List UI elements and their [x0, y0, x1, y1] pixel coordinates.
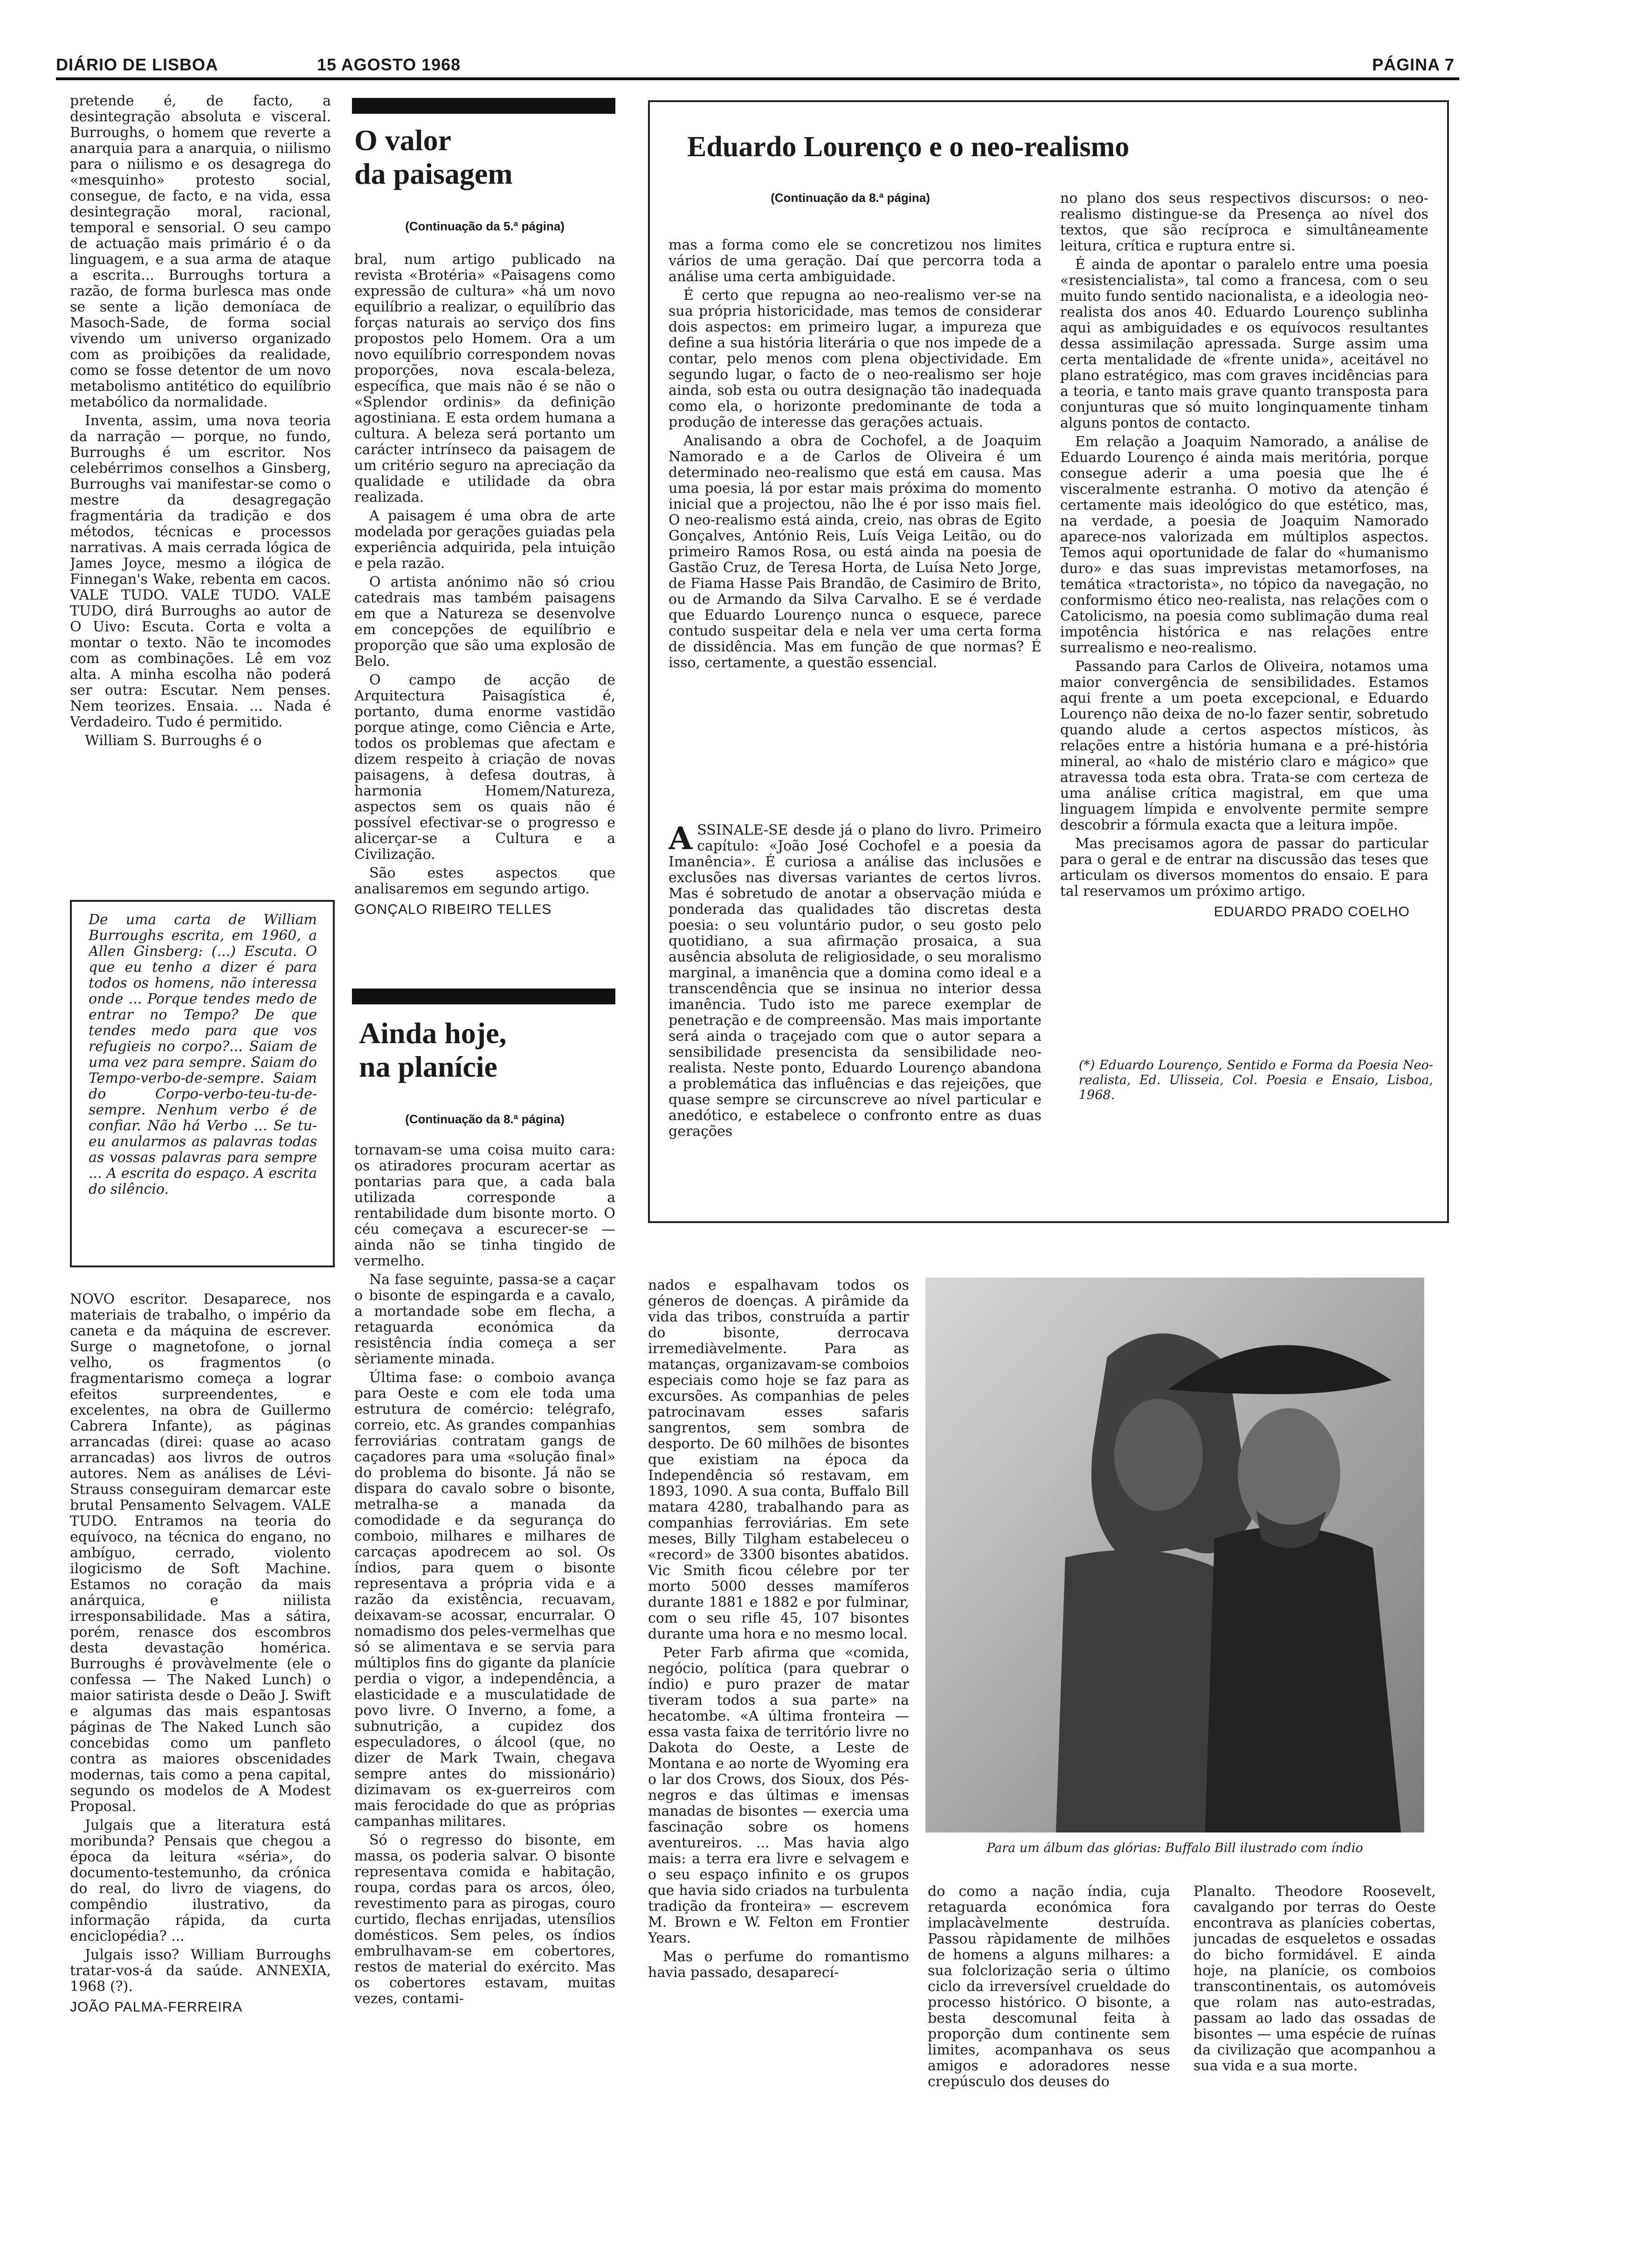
lourenco-signature: EDUARDO PRADO COELHO	[1214, 904, 1410, 920]
lourenco-para: Analisando a obra de Cochofel, a de Joaquim Namorado e a de Carlos de Oliveira é um determinado neo-realismo que está em causa. Mas uma poesia, lá por estar mais próxima do momento inicial que a projectou, não lhe é por isso mais fiel. O neo-realismo está ainda, creio, nas obras de Egito Gonçalves, António Reis, Luís Veiga Leitão, ou do primeiro Ramos Rosa, ou está ainda na poesia de Gastão Cruz, de Teresa Horta, de Luísa Neto Jorge, de Fiama Hasse Pais Brandão, de Casimiro de Brito, ou de Armando da Silva Carvalho. E se é verdade que Eduardo Lourenço nunca o esquece, parece contudo suspeitar dela e nela ver uma certa forma de dissidência. Mas em função de que normas? É isso, certamente, a questão essencial.	[669, 433, 1041, 671]
quote-text: De uma carta de William Burroughs escrita, em 1960, a Allen Ginsberg: (...) Escuta. O que eu tenho a dizer é para todos os homens, não interessa onde ... Porque tendes medo de entrar no Tempo? De que tendes medo para que vos refugieis no corpo?... Saiam de uma vez para sempre. Saiam do Tempo-verbo-de-sempre. Saiam do Corpo-verbo-teu-tu-de-sempre. Nenhum verbo é de confiar. Não há Verbo ... Se tu-eu anularmos as palavras todas as vossas palavras para sempre ... A escrita do espaço. A escrita do silêncio.	[89, 912, 317, 1197]
lourenco-article-box	[648, 100, 1449, 1223]
photo-illustration	[925, 1278, 1424, 1832]
planicie-title-line1: Ainda hoje,	[359, 1016, 507, 1050]
planicie-para: tornavam-se uma coisa muito cara: os atiradores procuram acertar as pontarias para que, a cada bala utilizada corresponde a rentabilidade dum bisonte morto. O céu começava a escurecer-se — ainda não se tinha tingido de vermelho.	[354, 1142, 615, 1269]
lourenco-para	[669, 823, 1041, 1140]
planicie-para: Peter Farb afirma que «comida, negócio, política (para quebrar o índio) e puro prazer de matar tiveram todos a sua parte» na hecatombe. «A última fronteira — essa vasta faixa de território livre no Dakota do Oeste, a Leste de Montana e ao norte de Wyoming era o lar dos Crows, dos Sioux, dos Pés-negros e das últimas e imensas manadas de bisontes — exercia uma fascinação sobre os homens aventureiros. ... Mas havia algo mais: a terra era livre e selvagem e o seu espaço infinito e os grupos que havia sido criados na turbulenta tradição da fronteira» — escrevem M. Brown e W. Felton em Frontier Years.	[648, 1645, 909, 1946]
burroughs-para: Julgais isso? William Burroughs tratar-vos-á da saúde. ANNEXIA, 1968 (?).	[70, 1947, 331, 1995]
lourenco-title: Eduardo Lourenço e o neo-realismo	[687, 131, 1130, 163]
paisagem-title	[354, 124, 615, 191]
lourenco-para: Em relação a Joaquim Namorado, a análise de Eduardo Lourenço é ainda mais meritória, porque consegue aderir a uma poesia que lhe é visceralmente estranha. O motivo da atenção é certamente mais ideológico do que estético, mas, na verdade, a poesia de Joaquim Namorado aparece-nos valorizada em múltiplos aspectos. Temos aqui oportunidade de falar do «humanismo duro» e das suas imprevistas metamorfoses, na temática «tractorista», no tópico da navegação, no conformismo ético neo-realista, nas relações com o Catolicismo, na poesia como sublimação duma real impotência histórica e nas relações entre surrealismo e neo-realismo.	[1060, 434, 1428, 656]
paisagem-signature: GONÇALO RIBEIRO TELLES	[354, 902, 552, 917]
lourenco-para: É certo que repugna ao neo-realismo ver-se na sua própria historicidade, mas temos de considerar dois aspectos: em primeiro lugar, a impureza que define a sua história literária o que nos impede de a contar, pelo menos com plena objectividade. Em segundo lugar, o facto de o neo-realismo ser hoje ainda, sob esta ou outra designação tão inadequada como ela, o horizonte predominante de toda a produção de interesse das gerações actuais.	[669, 287, 1041, 430]
paisagem-para: A paisagem é uma obra de arte modelada por gerações guiadas pela experiência adquirida, pela intuição e pela razão.	[354, 508, 615, 572]
buffalo-bill-photo	[925, 1278, 1424, 1832]
paisagem-continuation: (Continuação da 5.ª página)	[405, 219, 565, 233]
planicie-para: Planalto. Theodore Roosevelt, cavalgando por terras do Oeste encontrava as planícies cobertas, juncadas de esqueletos e ossadas do bicho formidável. E ainda hoje, na planície, os comboios transcontinentais, os automóveis que rolam nas auto-estradas, passam ao lado das ossadas de bisontes — uma espécie de ruínas da civilização que acompanhou a sua vida e a sua morte.	[1193, 1884, 1436, 2074]
page-number: PÁGINA 7	[1372, 55, 1455, 74]
planicie-para: Última fase: o comboio avança para Oeste e com ele toda uma estrutura de comércio: telégrafo, correio, etc. As grandes companhias ferroviárias contratam gangs de caçadores para uma «solução final» do problema do bisonte. Já não se dispara do cavalo sobre o bisonte, metralha-se a manada da comodidade e da segurança do comboio, milhares e milhares de carcaças apodrecem ao sol. Os índios, para quem o bisonte representava a própria vida e a razão da existência, recuavam, deixavam-se acossar, encurralar. O nomadismo dos peles-vermelhas que só se alimentava e se servia para múltiplos fins do gigante da planície perdia o vigor, a independência, a elasticidade e a musculatidade de povo livre. O Inverno, a fome, a subnutrição, a cupidez dos especuladores, o álcool (que, no dizer de Mark Twain, chegava sempre antes do missionário) dizimavam os ex-guerreiros com mais ferocidade do que as próprias campanhas militares.	[354, 1369, 615, 1830]
planicie-column-b	[648, 1278, 909, 2112]
drop-cap: A	[669, 823, 693, 857]
planicie-para: nados e espalhavam todos os géneros de doenças. A pirâmide da vida das tribos, construída a partir do bisonte, derrocava irremediàvelmente. Para as matanças, organizavam-se comboios especiais como hoje se faz para as excursões. As companhias de peles patrocinavam esses safaris sangrentos, sem sombra de desporto. De 60 milhões de bisontes que existiam na época da Independência só restavam, em 1893, 1090. A sua conta, Buffalo Bill matara 4280, trabalhando para as companhias ferroviárias. Em sete meses, Billy Tilgham estabeleceu o «record» de 3300 bisontes abatidos. Vic Smith ficou célebre por ter morto 5000 desses mamíferos durante 1881 e 1882 e por fulminar, com o seu rifle 45, 107 bisontes durante uma hora e no mesmo local.	[648, 1278, 909, 1642]
paisagem-title-line2: da paisagem	[354, 157, 513, 190]
lourenco-para-text: SSINALE-SE desde já o plano do livro. Primeiro capítulo: «João José Cochofel e a poesia da Imanência». É curiosa a análise das inclusões e exclusões nas diversas variantes de certos livros. Mas é sobretudo de anotar a observação miúda e ponderada das qualidades tão discretas desta poesia: o seu voluntário pudor, o seu gosto pelo quotidiano, a sua afirmação prosaica, a sua ausência absoluta de religiosidade, o seu moralismo marginal, a imanência que a domina como ideal e a transcendência que se insinua no interior dessa imanência. Tudo isto me parece exemplar de penetração e de compreensão. Mas mais importante será ainda o traçejado com que o autor separa a sensibilidade presencista da sensibilidade neo-realista. Neste ponto, Eduardo Lourenço abandona a problemática das influências e das rejeições, que quase sempre se circunscreve ao nível particular e anedótico, e estabelece o confronto entre as duas gerações	[669, 823, 1041, 1140]
planicie-column-a	[354, 1142, 615, 2112]
planicie-title	[359, 1016, 620, 1084]
paisagem-body	[354, 252, 615, 979]
paisagem-para: bral, num artigo publicado na revista «Brotéria» «Paisagens como expressão de cultura» «há um novo equilíbrio a realizar, o equilíbrio das forças naturais ao serviço dos fins propostos pelo Homem. Ora a um novo equilíbrio correspondem novas proporções, nova escala-beleza, específica, que mais não é se não o «Splendor ordinis» da definição agostiniana. E esta ordem humana a cultura. A beleza será portanto um carácter intrínseco da paisagem de um critério seguro na apreciação da qualidade e utilidade da obra realizada.	[354, 252, 615, 505]
burroughs-para: Julgais que a literatura está moribunda? Pensais que chegou a época da leitura «séria», do documento-testemunho, da crónica do real, do livro de viagens, do compêndio ilustrativo, da informação rápida, da curta enciclopédia? ...	[70, 1817, 331, 1944]
burroughs-para: NOVO escritor. Desaparece, nos materiais de trabalho, o império da caneta e da máquina de escrever. Surge o magnetofone, o jornal velho, os fragmentos (o fragmentarismo começa a lograr efeitos surpreendentes, e excelentes, na obra de Guillermo Cabrera Infante), as páginas arrancadas (direi: quase ao acaso arrancadas) aos livros de outros autores. Nem as análises de Lévi-Strauss conseguiram demarcar este brutal Pensamento Selvagem. VALE TUDO. Entramos na teoria do equívoco, na técnica do engano, no ambíguo, cerrado, violento ilogicismo de Soft Machine. Estamos no coração da mais anárquica, e niilista irresponsabilidade. Mas a sátira, porém, renasce dos escombros desta devastação homérica. Burroughs é provàvelmente (ele o confessa — The Naked Lunch) o maior satirista desde o Deão J. Swift e algumas das mais espantosas páginas de The Naked Lunch são concebidas como um panfleto contra as maiores obscenidades modernas, tais como a pena capital, segundo os modelos de A Modest Proposal.	[70, 1292, 331, 1815]
lourenco-continuation: (Continuação da 8.ª página)	[771, 191, 930, 205]
issue-date: 15 AGOSTO 1968	[317, 55, 461, 74]
burroughs-column-top	[70, 93, 331, 881]
lourenco-para: Passando para Carlos de Oliveira, notamos uma maior convergência de sensibilidades. Estamos aqui frente a um poeta excepcional, e Eduardo Lourenço não deixa de no-lo fazer sentir, sobretudo quando alude a certos aspectos místicos, às relações entre a história humana e a pré-história mineral, ao «halo de mistério claro e mágico» que atravessa toda esta obra. Trata-se com certeza de uma análise crítica magistral, em que uma linguagem límpida e envolvente permite sempre descobrir a fórmula exacta que a leitura impõe.	[1060, 658, 1428, 833]
burroughs-quote-box	[70, 900, 335, 1267]
paisagem-para: O artista anónimo não só criou catedrais mas também paisagens em que a Natureza se desenvolve em concepções de equilíbrio e proporção que são uma explosão de Belo.	[354, 574, 615, 670]
burroughs-signature: JOÃO PALMA-FERREIRA	[70, 1999, 243, 2015]
masthead-rule	[56, 77, 1459, 80]
lourenco-footnote: (*) Eduardo Lourenço, Sentido e Forma da Poesia Neo-realista, Ed. Ulisseia, Col. Poesia e Ensaio, Lisboa, 1968.	[1079, 1058, 1433, 1102]
planicie-para: Mas o perfume do romantismo havia passado, desaparecí-	[648, 1949, 909, 1981]
lourenco-column-b	[1060, 191, 1428, 1039]
lourenco-para: mas a forma como ele se concretizou nos limites vários de uma geração. Daí que percorra toda a análise uma certa ambiguidade.	[669, 237, 1041, 285]
section-bar	[352, 98, 615, 114]
lourenco-para: É ainda de apontar o paralelo entre uma poesia «resistencialista», tal como a francesa, com o seu muito fundo sentido nacionalista, e a ideologia neo-realista dos anos 40. Eduardo Lourenço sublinha aqui as ambiguidades e os equívocos resultantes dessa assimilação apressada. Surge assim uma certa mentalidade de «frente unida», aceitável no plano estratégico, mas com graves incidências para a teoria, e tanto mais grave quanto transposta para conjunturas que só muito longinquamente tinham alguns pontos de contacto.	[1060, 256, 1428, 431]
newspaper-name: DIÁRIO DE LISBOA	[56, 55, 219, 74]
burroughs-para: pretende é, de facto, a desintegração absoluta e visceral. Burroughs, o homem que reverte a anarquia para a anarquia, o niilismo para o niilismo e os desagrega do «mesquinho» protesto social, consegue, de facto, e na vida, essa desintegração moral, racional, temporal e sensorial. O seu campo de actuação mais primário é o da linguagem, e a sua arma de ataque a escrita... Burroughs tortura a razão, de forma burlesca mas onde se sente a lição demoníaca de Masoch-Sade, de forma social vivendo um universo organizado com as proibições da realidade, como se fosse detentor de um novo metabolismo antitético do equilíbrio metabólico da normalidade.	[70, 93, 331, 410]
paisagem-para: São estes aspectos que analisaremos em segundo artigo.	[354, 865, 615, 897]
section-bar	[352, 989, 615, 1004]
photo-caption: Para um álbum das glórias: Buffalo Bill ilustrado com índio	[986, 1841, 1363, 1855]
planicie-continuation: (Continuação da 8.ª página)	[405, 1112, 565, 1126]
planicie-column-c	[928, 1884, 1170, 2112]
planicie-para: Só o regresso do bisonte, em massa, os poderia salvar. O bisonte representava comida e habitação, roupa, cordas para os arcos, óleo, revestimento para as pirogas, couro curtido, flechas enrijadas, utensílios domésticos. Sem peles, os índios embrulhavam-se em cobertores, restos de material do exército. Mas os cobertores estavam, muitas vezes, contami-	[354, 1832, 615, 2007]
planicie-column-d	[1193, 1884, 1436, 2112]
lourenco-para: Mas precisamos agora de passar do particular para o geral e de entrar na discussão das teses que articulam os diversos momentos do ensaio. E para tal reservamos um próximo artigo.	[1060, 836, 1428, 899]
lourenco-para: no plano dos seus respectivos discursos: o neo-realismo distingue-se da Presença ao nível dos textos, que são recíproca e simultâneamente leitura, crítica e ruptura entre si.	[1060, 191, 1428, 254]
burroughs-column-bottom	[70, 1292, 331, 2103]
burroughs-para: Inventa, assim, uma nova teoria da narração — porque, no fundo, Burroughs é um escritor. Nos celebérrimos conselhos a Ginsberg, Burroughs vai manifestar-se como o mestre da desagregação fragmentária da tradição e dos métodos, técnicas e processos narrativas. A mais cerrada lógica de James Joyce, mesmo a ilógica de Finnegan's Wake, rebenta em cacos. VALE TUDO. VALE TUDO. VALE TUDO, dirá Burroughs ao autor de O Uivo: Escuta. Corta e volta a montar o texto. Não te incomodes com as combinações. Lê em voz alta. A minha escolha não poderá ser outra: Escutar. Nem penses. Nem teorizes. Ensaia. ... Nada é Verdadeiro. Tudo é permitido.	[70, 413, 331, 730]
paisagem-title-line1: O valor	[354, 124, 451, 157]
paisagem-para: O campo de acção de Arquitectura Paisagística é, portanto, duma enorme vastidão porque atinge, como Ciência e Arte, todos os problemas que afectam e dizem respeito à criação de novas paisagens, à defesa doutras, à harmonia Homem/Natureza, aspectos sem os quais não é possível efectivar-se o progresso e alicerçar-se a Cultura e a Civilização.	[354, 672, 615, 863]
planicie-para: Na fase seguinte, passa-se a caçar o bisonte de espingarda e a cavalo, a mortandade sobe em flecha, a retaguarda económica da resistência índia começa a ser sèriamente minada.	[354, 1272, 615, 1367]
lourenco-column-a2	[669, 823, 1041, 1205]
planicie-para: do como a nação índia, cuja retaguarda económica fora implacàvelmente destruída. Passou ràpidamente de milhões de homens a alguns milhares: a sua folclorização seria o último ciclo da irreversível crueldade do processo histórico. O bisonte, a besta descomunal feita à proporção dum continente sem limites, acompanhava os seus amigos e adoradores nesse crepúsculo dos deuses do	[928, 1884, 1170, 2090]
planicie-title-line2: na planície	[359, 1050, 497, 1083]
burroughs-para: William S. Burroughs é o	[85, 733, 262, 749]
